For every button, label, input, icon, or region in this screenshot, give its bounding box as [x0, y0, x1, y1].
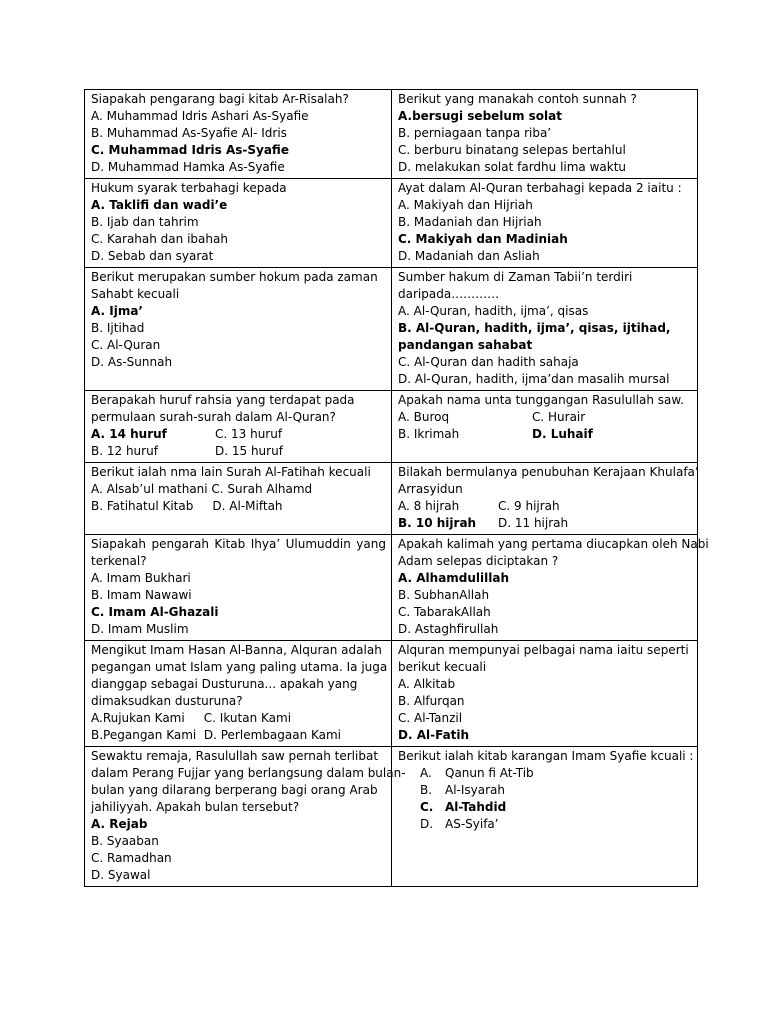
option-d: D. 15 huruf — [215, 444, 283, 458]
question-cell — [392, 463, 698, 535]
question-cell — [392, 747, 698, 887]
question-cell — [85, 463, 392, 535]
question-cell — [85, 90, 392, 179]
question-cell — [392, 535, 709, 641]
option-a: A. Buroq — [398, 410, 450, 424]
question-cell — [85, 268, 392, 391]
question-text: Berapakah huruf rahsia yang terdapat pada — [91, 393, 355, 407]
option-c: C. Ramadhan — [91, 851, 172, 865]
option-text: Al-Isyarah — [445, 783, 506, 797]
option-c: C. Muhammad Idris As-Syafie — [91, 143, 289, 157]
option-text: Qanun fi At-Tib — [445, 766, 534, 780]
option-a: A. Alhamdulillah — [398, 571, 510, 585]
option-d: D. 11 hijrah — [498, 516, 569, 530]
option-row — [91, 443, 386, 460]
option-c: C. Imam Al-Ghazali — [91, 605, 219, 619]
question-text: berikut kecuali — [398, 660, 487, 674]
question-text: Berikut ialah nma lain Surah Al-Fatihah kecuali — [91, 465, 371, 479]
option-letter: D. — [420, 817, 434, 831]
question-cell — [392, 179, 698, 268]
question-text: permulaan surah-surah dalam Al-Quran? — [91, 410, 336, 424]
question-text: jahiliyyah. Apakah bulan tersebut? — [91, 800, 300, 814]
question-cell — [85, 179, 392, 268]
option-row — [398, 498, 692, 515]
option-d: D. Syawal — [91, 868, 151, 882]
option-b: B. Muhammad As-Syafie Al- Idris — [91, 126, 287, 140]
option-d: D. Luhaif — [532, 427, 593, 441]
list-item — [398, 765, 692, 782]
option-d: D. Al-Quran, hadith, ijma’dan masalih mursal — [398, 372, 670, 386]
list-item — [398, 799, 692, 816]
table-row — [85, 641, 698, 747]
option-a: A. Al-Quran, hadith, ijma’, qisas — [398, 304, 589, 318]
table-row — [85, 535, 698, 641]
option-d: D. As-Sunnah — [91, 355, 173, 369]
option-c: C. Hurair — [532, 410, 586, 424]
question-text: bulan yang dilarang berperang bagi orang Arab — [91, 783, 378, 797]
question-text: Hukum syarak terbahagi kepada — [91, 181, 287, 195]
option-a: A.bersugi sebelum solat — [398, 109, 562, 123]
option-c: C. Makiyah dan Madiniah — [398, 232, 568, 246]
option-b: B. Ijab dan tahrim — [91, 215, 199, 229]
question-cell — [392, 391, 698, 463]
option-a: A. Imam Bukhari — [91, 571, 191, 585]
question-text: Sumber hakum di Zaman Tabii’n terdiri — [398, 270, 633, 284]
option-line: B.Pegangan Kami D. Perlembagaan Kami — [91, 728, 342, 742]
option-d: D. Astaghfirullah — [398, 622, 499, 636]
option-line: A.Rujukan Kami C. Ikutan Kami — [91, 711, 292, 725]
question-text: daripada………… — [398, 287, 500, 301]
list-item — [398, 816, 692, 833]
option-b: B. Alfurqan — [398, 694, 465, 708]
table-row — [85, 179, 698, 268]
option-b: B. Ijtihad — [91, 321, 145, 335]
option-c: C. 13 huruf — [215, 427, 283, 441]
option-b: B. Madaniah dan Hijriah — [398, 215, 542, 229]
question-text: Siapakah pengarah Kitab Ihya’ Ulumuddin yang — [91, 537, 386, 551]
question-cell — [85, 391, 392, 463]
table-row — [85, 463, 698, 535]
option-a: A. Ijma’ — [91, 304, 143, 318]
question-text: terkenal? — [91, 554, 147, 568]
question-text: Bilakah bermulanya penubuhan Kerajaan Khulafa’ — [398, 465, 699, 479]
option-d: D. Al-Fatih — [398, 728, 470, 742]
question-text: Apakah nama unta tunggangan Rasulullah saw. — [398, 393, 684, 407]
question-cell — [392, 90, 698, 179]
option-text: AS-Syifa’ — [445, 817, 499, 831]
question-text: Berikut merupakan sumber hokum pada zaman — [91, 270, 378, 284]
option-a: A. 14 huruf — [91, 427, 167, 441]
option-b: B. Al-Quran, hadith, ijma’, qisas, ijtihad, — [398, 321, 671, 335]
question-text: Sewaktu remaja, Rasulullah saw pernah terlibat — [91, 749, 379, 763]
option-row — [398, 426, 692, 443]
question-text: Sahabt kecuali — [91, 287, 180, 301]
option-c: C. TabarakAllah — [398, 605, 491, 619]
question-text: Mengikut Imam Hasan Al-Banna, Alquran adalah — [91, 643, 382, 657]
option-row — [398, 409, 692, 426]
option-b: B. perniagaan tanpa riba’ — [398, 126, 552, 140]
quiz-table — [84, 89, 709, 887]
option-b: B. Ikrimah — [398, 427, 460, 441]
option-d: D. Muhammad Hamka As-Syafie — [91, 160, 285, 174]
option-a: A. Taklifi dan wadi’e — [91, 198, 228, 212]
question-text: Ayat dalam Al-Quran terbahagi kepada 2 iaitu : — [398, 181, 682, 195]
question-cell — [392, 641, 698, 747]
question-cell — [85, 535, 392, 641]
option-b: B. Syaaban — [91, 834, 159, 848]
table-row — [85, 391, 698, 463]
option-a: A. Rejab — [91, 817, 148, 831]
question-text: dimaksudkan dusturuna? — [91, 694, 243, 708]
option-a: A. Muhammad Idris Ashari As-Syafie — [91, 109, 309, 123]
question-text: Apakah kalimah yang pertama diucapkan oleh Nabi — [398, 537, 709, 551]
option-d: D. Sebab dan syarat — [91, 249, 214, 263]
table-row — [85, 90, 698, 179]
option-line: B. Fatihatul Kitab D. Al-Miftah — [91, 499, 283, 513]
question-cell — [85, 641, 392, 747]
table-row — [85, 268, 698, 391]
option-row — [91, 426, 386, 443]
option-c: C. 9 hijrah — [498, 499, 560, 513]
option-c: C. Al-Quran — [91, 338, 161, 352]
question-cell — [85, 747, 406, 887]
option-a: A. 8 hijrah — [398, 499, 460, 513]
option-a: A. Alkitab — [398, 677, 456, 691]
option-b: B. 10 hijrah — [398, 516, 477, 530]
option-row — [398, 515, 692, 532]
option-d: D. melakukan solat fardhu lima waktu — [398, 160, 627, 174]
option-b: B. Imam Nawawi — [91, 588, 192, 602]
option-b: B. 12 huruf — [91, 444, 158, 458]
option-letter: A. — [420, 766, 432, 780]
question-text: pegangan umat Islam yang paling utama. Ia juga — [91, 660, 388, 674]
question-text: Arrasyidun — [398, 482, 463, 496]
option-text: Al-Tahdid — [445, 800, 507, 814]
option-letter: C. — [420, 800, 434, 814]
option-c: C. berburu binatang selepas bertahlul — [398, 143, 626, 157]
option-b-continued: pandangan sahabat — [398, 338, 533, 352]
option-letter: B. — [420, 783, 433, 797]
option-line: A. Alsab’ul mathani C. Surah Alhamd — [91, 482, 313, 496]
option-d: D. Imam Muslim — [91, 622, 189, 636]
option-a: A. Makiyah dan Hijriah — [398, 198, 533, 212]
question-text: dalam Perang Fujjar yang berlangsung dalam bulan- — [91, 766, 406, 780]
option-d: D. Madaniah dan Asliah — [398, 249, 540, 263]
option-c: C. Al-Quran dan hadith sahaja — [398, 355, 579, 369]
table-row — [85, 747, 698, 887]
question-text: Siapakah pengarang bagi kitab Ar-Risalah? — [91, 92, 349, 106]
question-text: dianggap sebagai Dusturuna... apakah yang — [91, 677, 358, 691]
list-item — [398, 782, 692, 799]
option-c: C. Karahah dan ibahah — [91, 232, 228, 246]
question-text: Alquran mempunyai pelbagai nama iaitu seperti — [398, 643, 689, 657]
question-text: Berikut yang manakah contoh sunnah ? — [398, 92, 637, 106]
option-c: C. Al-Tanzil — [398, 711, 463, 725]
option-b: B. SubhanAllah — [398, 588, 490, 602]
question-text: Berikut ialah kitab karangan Imam Syafie kcuali : — [398, 749, 694, 763]
question-cell — [392, 268, 698, 391]
question-text: Adam selepas diciptakan ? — [398, 554, 559, 568]
